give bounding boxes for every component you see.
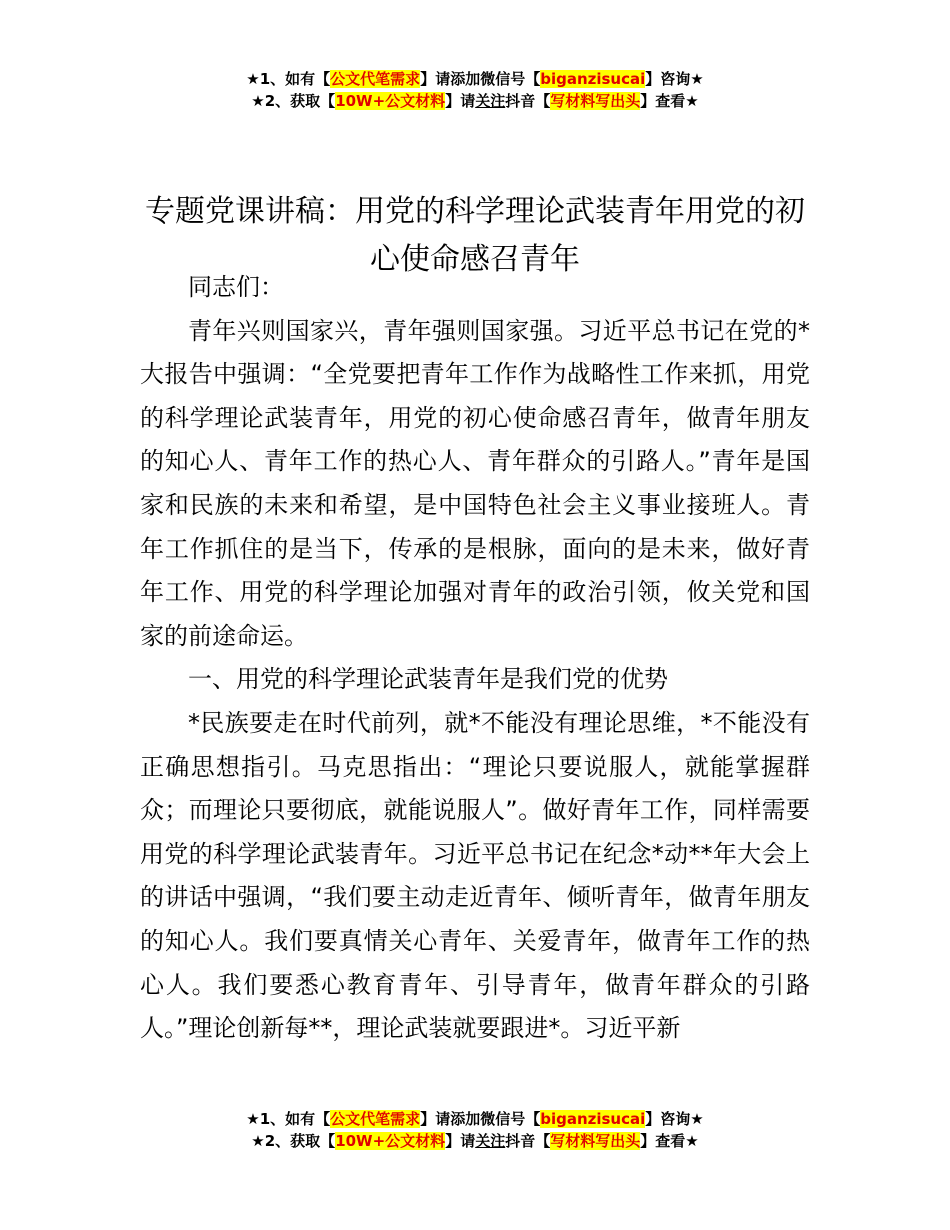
banner-text: ★1、如有【 (246, 70, 331, 88)
document-body (140, 266, 810, 1051)
banner-text: 】咨询★ (645, 1110, 704, 1128)
banner-highlight-materials: 10W+公文材料 (335, 1132, 446, 1150)
salutation: 同志们： (188, 273, 284, 301)
banner-text: 】请添加微信号【 (420, 1110, 541, 1128)
banner-line-1 (0, 1108, 950, 1130)
footer-banner (0, 1108, 950, 1152)
banner-text: ★2、获取【 (251, 1132, 336, 1150)
banner-highlight-wechat: biganzisucai (540, 1110, 646, 1128)
banner-line-2 (0, 1130, 950, 1152)
banner-text: 抖音【 (505, 92, 551, 110)
banner-text: ★1、如有【 (246, 1110, 331, 1128)
banner-highlight-service: 公文代笔需求 (330, 70, 421, 88)
paragraph-section-1: *民族要走在时代前列，就*不能没有理论思维，*不能没有正确思想指引。马克思指出：“理论只要说服人，就能掌握群众；而理论只要彻底，就能说服人”。做好青年工作，同样需要用党的科学理论武装青年。习近平总书记在纪念*动**年大会上的讲话中强调，“我们要主动走近青年、倾听青年，做青年朋友的知心人。我们要真情关心青年、关爱青年，做青年工作的热心人。我们要悉心教育青年、引导青年，做青年群众的引路人。”理论创新每**，理论武装就要跟进*。习近平新 (140, 708, 810, 1043)
banner-highlight-douyin: 写材料写出头 (550, 1132, 641, 1150)
banner-text: 】请添加微信号【 (420, 70, 541, 88)
header-banner (0, 68, 950, 112)
banner-text: 】查看★ (640, 1132, 699, 1150)
banner-line-2 (0, 90, 950, 112)
banner-text: ★2、获取【 (251, 92, 336, 110)
banner-underlined-text: 关注 (475, 92, 506, 110)
banner-text: 】咨询★ (645, 70, 704, 88)
document-title: 专题党课讲稿：用党的科学理论武装青年用党的初心使命感召青年 (145, 194, 805, 278)
banner-highlight-materials: 10W+公文材料 (335, 92, 446, 110)
banner-underlined-text: 关注 (475, 1132, 506, 1150)
banner-text: 】请 (445, 92, 476, 110)
banner-text: 】请 (445, 1132, 476, 1150)
banner-line-1 (0, 68, 950, 90)
banner-highlight-service: 公文代笔需求 (330, 1110, 421, 1128)
paragraph-intro: 青年兴则国家兴，青年强则国家强。习近平总书记在党的*大报告中强调：“全党要把青年工作作为战略性工作来抓，用党的科学理论武装青年，用党的初心使命感召青年，做青年朋友的知心人、青年工作的热心人、青年群众的引路人。”青年是国家和民族的未来和希望，是中国特色社会主义事业接班人。青年工作抓住的是当下，传承的是根脉，面向的是未来，做好青年工作、用党的科学理论加强对青年的政治引领，攸关党和国家的前途命运。 (140, 316, 810, 650)
banner-highlight-wechat: biganzisucai (540, 70, 646, 88)
section-heading-1: 一、用党的科学理论武装青年是我们党的优势 (188, 665, 668, 694)
banner-highlight-douyin: 写材料写出头 (550, 92, 641, 110)
banner-text: 】查看★ (640, 92, 699, 110)
banner-text: 抖音【 (505, 1132, 551, 1150)
